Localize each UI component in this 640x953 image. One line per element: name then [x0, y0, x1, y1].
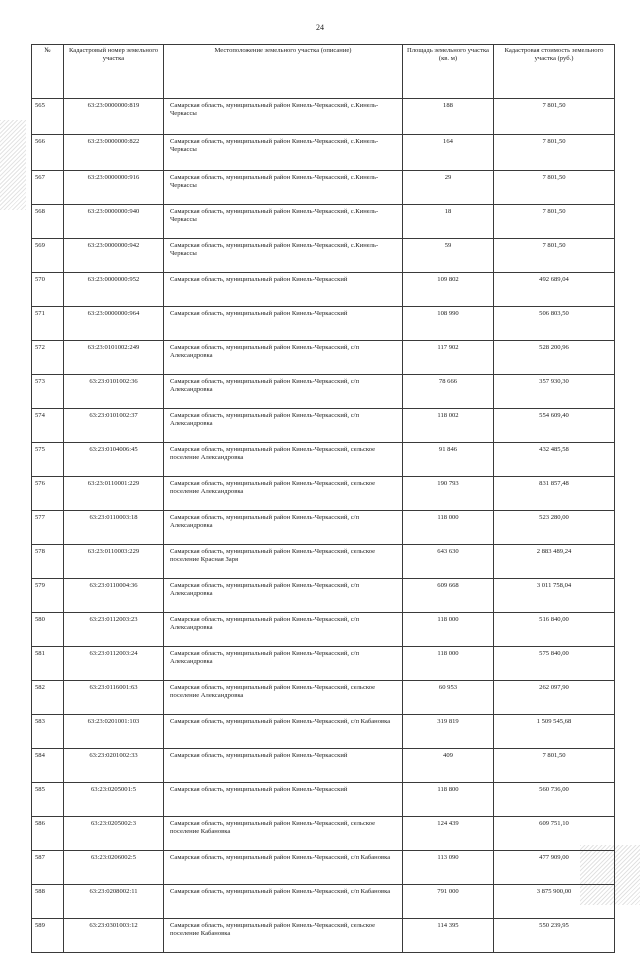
cadastral-cost: 7 801,50	[494, 171, 615, 205]
area-value: 78 666	[403, 375, 494, 409]
cadastral-cost: 7 801,50	[494, 205, 615, 239]
cadastral-number: 63:23:0301003:12	[64, 919, 164, 953]
row-number: 572	[32, 341, 64, 375]
area-value: 108 990	[403, 307, 494, 341]
row-number: 566	[32, 135, 64, 171]
area-value: 188	[403, 99, 494, 135]
area-value: 118 800	[403, 783, 494, 817]
table-row	[32, 239, 615, 273]
cadastral-cost: 7 801,50	[494, 99, 615, 135]
cadastral-number: 63:23:0205002:3	[64, 817, 164, 851]
row-number: 578	[32, 545, 64, 579]
location-description: Самарская область, муниципальный район Кинель-Черкасский, с/п Александровка	[164, 579, 403, 613]
cadastral-number: 63:23:0110001:229	[64, 477, 164, 511]
header-cadastral-cost: Кадастровая стоимость земельного участка (руб.)	[494, 45, 615, 99]
table-row	[32, 851, 615, 885]
area-value: 113 090	[403, 851, 494, 885]
location-description: Самарская область, муниципальный район Кинель-Черкасский, сельское поселение Александровка	[164, 477, 403, 511]
cadastral-number: 63:23:0000000:964	[64, 307, 164, 341]
scan-artifact-left	[0, 120, 26, 210]
cadastral-number: 63:23:0116001:63	[64, 681, 164, 715]
location-description: Самарская область, муниципальный район Кинель-Черкасский, сельское поселение Александровка	[164, 443, 403, 477]
cadastral-number: 63:23:0205001:5	[64, 783, 164, 817]
cadastral-number: 63:23:0110003:229	[64, 545, 164, 579]
location-description: Самарская область, муниципальный район Кинель-Черкасский, с/п Александровка	[164, 647, 403, 681]
cadastral-number: 63:23:0104006:45	[64, 443, 164, 477]
cadastral-number: 63:23:0112003:24	[64, 647, 164, 681]
table-row	[32, 443, 615, 477]
table-row	[32, 715, 615, 749]
cadastral-number: 63:23:0208002:11	[64, 885, 164, 919]
cadastral-number: 63:23:0000000:819	[64, 99, 164, 135]
table-row	[32, 205, 615, 239]
row-number: 580	[32, 613, 64, 647]
row-number: 568	[32, 205, 64, 239]
land-registry-table	[31, 44, 615, 953]
area-value: 118 000	[403, 613, 494, 647]
cadastral-number: 63:23:0101002:37	[64, 409, 164, 443]
cadastral-cost: 7 801,50	[494, 135, 615, 171]
header-area: Площадь земельного участка (кв. м)	[403, 45, 494, 99]
row-number: 579	[32, 579, 64, 613]
location-description: Самарская область, муниципальный район Кинель-Черкасский, с.Кинель-Черкассы	[164, 239, 403, 273]
cadastral-number: 63:23:0110003:18	[64, 511, 164, 545]
cadastral-number: 63:23:0101002:36	[64, 375, 164, 409]
cadastral-number: 63:23:0206002:5	[64, 851, 164, 885]
row-number: 576	[32, 477, 64, 511]
row-number: 585	[32, 783, 64, 817]
location-description: Самарская область, муниципальный район Кинель-Черкасский, с/п Кабановка	[164, 851, 403, 885]
location-description: Самарская область, муниципальный район Кинель-Черкасский, с.Кинель-Черкассы	[164, 205, 403, 239]
location-description: Самарская область, муниципальный район Кинель-Черкасский, сельское поселение Александровка	[164, 681, 403, 715]
location-description: Самарская область, муниципальный район Кинель-Черкасский, сельское поселение Красная Заря	[164, 545, 403, 579]
row-number: 565	[32, 99, 64, 135]
location-description: Самарская область, муниципальный район Кинель-Черкасский, сельское поселение Кабановка	[164, 817, 403, 851]
area-value: 117 902	[403, 341, 494, 375]
cadastral-cost: 262 097,90	[494, 681, 615, 715]
cadastral-cost: 831 857,48	[494, 477, 615, 511]
area-value: 60 953	[403, 681, 494, 715]
row-number: 575	[32, 443, 64, 477]
area-value: 59	[403, 239, 494, 273]
header-num: №	[32, 45, 64, 99]
table-row	[32, 511, 615, 545]
location-description: Самарская область, муниципальный район Кинель-Черкасский, с/п Александровка	[164, 375, 403, 409]
area-value: 118 000	[403, 647, 494, 681]
table-row	[32, 477, 615, 511]
cadastral-number: 63:23:0201001:103	[64, 715, 164, 749]
cadastral-number: 63:23:0000000:916	[64, 171, 164, 205]
row-number: 581	[32, 647, 64, 681]
area-value: 109 802	[403, 273, 494, 307]
location-description: Самарская область, муниципальный район Кинель-Черкасский, с/п Кабановка	[164, 715, 403, 749]
cadastral-cost: 554 609,40	[494, 409, 615, 443]
row-number: 573	[32, 375, 64, 409]
cadastral-number: 63:23:0112003:23	[64, 613, 164, 647]
location-description: Самарская область, муниципальный район Кинель-Черкасский	[164, 749, 403, 783]
cadastral-number: 63:23:0000000:942	[64, 239, 164, 273]
cadastral-cost: 523 280,00	[494, 511, 615, 545]
table-row	[32, 409, 615, 443]
table-row	[32, 613, 615, 647]
cadastral-number: 63:23:0000000:940	[64, 205, 164, 239]
table-row	[32, 171, 615, 205]
header-location: Местоположение земельного участка (описание)	[164, 45, 403, 99]
table-row	[32, 341, 615, 375]
table-row	[32, 99, 615, 135]
cadastral-cost: 477 909,00	[494, 851, 615, 885]
area-value: 114 395	[403, 919, 494, 953]
location-description: Самарская область, муниципальный район Кинель-Черкасский, с/п Александровка	[164, 613, 403, 647]
header-cadastral-number: Кадастровый номер земельного участка	[64, 45, 164, 99]
location-description: Самарская область, муниципальный район Кинель-Черкасский, с/п Александровка	[164, 409, 403, 443]
cadastral-number: 63:23:0201002:33	[64, 749, 164, 783]
area-value: 164	[403, 135, 494, 171]
location-description: Самарская область, муниципальный район Кинель-Черкасский, с.Кинель-Черкассы	[164, 135, 403, 171]
cadastral-cost: 2 883 489,24	[494, 545, 615, 579]
cadastral-cost: 1 509 545,68	[494, 715, 615, 749]
location-description: Самарская область, муниципальный район Кинель-Черкасский, с/п Александровка	[164, 511, 403, 545]
table-row	[32, 579, 615, 613]
location-description: Самарская область, муниципальный район Кинель-Черкасский, с/п Кабановка	[164, 885, 403, 919]
cadastral-cost: 3 875 900,00	[494, 885, 615, 919]
cadastral-cost: 506 803,50	[494, 307, 615, 341]
cadastral-cost: 575 840,00	[494, 647, 615, 681]
location-description: Самарская область, муниципальный район Кинель-Черкасский	[164, 783, 403, 817]
cadastral-cost: 7 801,50	[494, 749, 615, 783]
row-number: 569	[32, 239, 64, 273]
area-value: 91 846	[403, 443, 494, 477]
row-number: 582	[32, 681, 64, 715]
table-row	[32, 135, 615, 171]
cadastral-cost: 357 930,30	[494, 375, 615, 409]
table-row	[32, 885, 615, 919]
location-description: Самарская область, муниципальный район Кинель-Черкасский	[164, 273, 403, 307]
cadastral-cost: 528 200,96	[494, 341, 615, 375]
row-number: 588	[32, 885, 64, 919]
row-number: 589	[32, 919, 64, 953]
page-number: 24	[316, 23, 324, 32]
location-description: Самарская область, муниципальный район Кинель-Черкасский, сельское поселение Кабановка	[164, 919, 403, 953]
area-value: 643 630	[403, 545, 494, 579]
location-description: Самарская область, муниципальный район Кинель-Черкасский, с.Кинель-Черкассы	[164, 171, 403, 205]
area-value: 118 000	[403, 511, 494, 545]
table-row	[32, 919, 615, 953]
row-number: 587	[32, 851, 64, 885]
cadastral-number: 63:23:0000000:822	[64, 135, 164, 171]
table-row	[32, 307, 615, 341]
cadastral-number: 63:23:0000000:952	[64, 273, 164, 307]
table-row	[32, 545, 615, 579]
table-row	[32, 749, 615, 783]
area-value: 791 000	[403, 885, 494, 919]
area-value: 124 439	[403, 817, 494, 851]
area-value: 409	[403, 749, 494, 783]
area-value: 609 668	[403, 579, 494, 613]
location-description: Самарская область, муниципальный район Кинель-Черкасский, с.Кинель-Черкассы	[164, 99, 403, 135]
table-row	[32, 375, 615, 409]
area-value: 118 002	[403, 409, 494, 443]
row-number: 571	[32, 307, 64, 341]
table-body	[32, 99, 615, 953]
row-number: 567	[32, 171, 64, 205]
area-value: 319 819	[403, 715, 494, 749]
row-number: 586	[32, 817, 64, 851]
cadastral-cost: 550 239,95	[494, 919, 615, 953]
location-description: Самарская область, муниципальный район Кинель-Черкасский	[164, 307, 403, 341]
table-row	[32, 783, 615, 817]
cadastral-cost: 492 689,04	[494, 273, 615, 307]
cadastral-cost: 516 840,00	[494, 613, 615, 647]
row-number: 584	[32, 749, 64, 783]
row-number: 570	[32, 273, 64, 307]
cadastral-cost: 609 751,10	[494, 817, 615, 851]
table-row	[32, 647, 615, 681]
table-row	[32, 273, 615, 307]
cadastral-number: 63:23:0110004:36	[64, 579, 164, 613]
cadastral-number: 63:23:0101002:249	[64, 341, 164, 375]
cadastral-cost: 7 801,50	[494, 239, 615, 273]
table-row	[32, 681, 615, 715]
table-header-row	[32, 45, 615, 99]
cadastral-cost: 3 011 758,04	[494, 579, 615, 613]
row-number: 577	[32, 511, 64, 545]
area-value: 18	[403, 205, 494, 239]
table-row	[32, 817, 615, 851]
row-number: 574	[32, 409, 64, 443]
cadastral-cost: 560 736,00	[494, 783, 615, 817]
area-value: 190 793	[403, 477, 494, 511]
cadastral-cost: 432 485,58	[494, 443, 615, 477]
area-value: 29	[403, 171, 494, 205]
location-description: Самарская область, муниципальный район Кинель-Черкасский, с/п Александровка	[164, 341, 403, 375]
row-number: 583	[32, 715, 64, 749]
